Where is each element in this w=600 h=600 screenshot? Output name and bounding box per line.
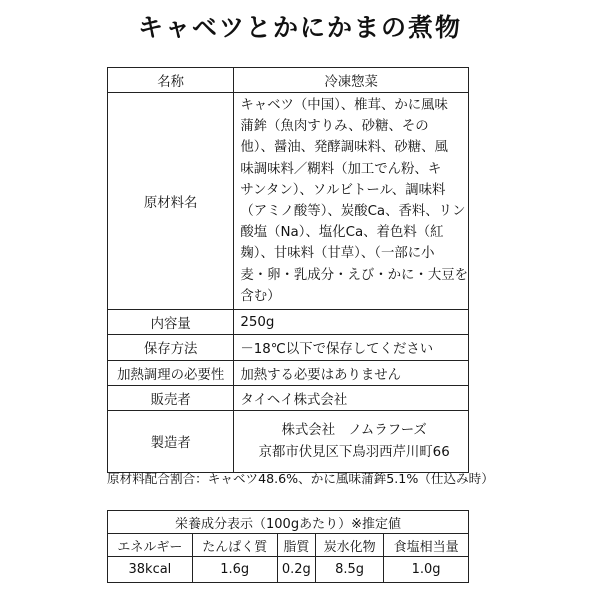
seller-label: 販売者 [108, 386, 234, 411]
ingredients-line: 麹）、甘味料（甘草）、（一部に小 [240, 246, 435, 262]
name-value: 冷凍惣菜 [234, 68, 469, 93]
nutrition-column-energy: エネルギー [108, 534, 193, 557]
heating-label: 加熱調理の必要性 [108, 361, 234, 386]
content-value: 250g [234, 310, 469, 335]
ingredients-line: 味調味料／糊料（加工でん粉、キ [240, 161, 442, 177]
heating-value: 加熱する必要はありません [234, 361, 469, 386]
ingredients-label: 原材料名 [108, 93, 234, 310]
spec-row-name [108, 68, 469, 93]
ingredients-line: サンタン）、ソルビトール、調味料 [240, 182, 446, 198]
nutrition-value-row [108, 557, 469, 583]
ingredients-line: 酸塩（Na）、塩化Ca、着色料（紅 [240, 225, 444, 241]
nutrition-value-protein: 1.6g [192, 557, 277, 583]
nutrition-value-salt: 1.0g [384, 557, 469, 583]
spec-row-storage [108, 335, 469, 361]
ingredients-line: （アミノ酸等）、炭酸Ca、香料、リン [240, 204, 466, 220]
manufacturer-address: 京都市伏見区下鳥羽西芹川町66 [258, 444, 450, 460]
nutrition-title-row [108, 511, 469, 534]
nutrition-table [107, 510, 469, 583]
name-label: 名称 [108, 68, 234, 93]
ingredients-line: 蒲鉾（魚肉すりみ、砂糖、その [240, 119, 429, 135]
nutrition-column-fat: 脂質 [277, 534, 315, 557]
ingredients-line: 含む） [240, 288, 281, 304]
spec-row-content [108, 310, 469, 335]
nutrition-value-fat: 0.2g [277, 557, 315, 583]
nutrition-column-salt: 食塩相当量 [384, 534, 469, 557]
content-label: 内容量 [108, 310, 234, 335]
manufacturer-value [234, 411, 469, 473]
nutrition-value-carbohydrate: 8.5g [316, 557, 384, 583]
product-info-table [107, 67, 469, 473]
manufacturer-name: 株式会社 ノムラフーズ [281, 422, 427, 438]
storage-value: －18℃以下で保存してください [234, 335, 469, 361]
ingredients-line: 他）、醤油、発酵調味料、砂糖、風 [240, 140, 448, 156]
spec-row-heating [108, 361, 469, 386]
nutrition-header-row [108, 534, 469, 557]
storage-label: 保存方法 [108, 335, 234, 361]
ingredient-ratio-note: 原材料配合割合：キャベツ48.6%、かに風味蒲鉾5.1%（仕込み時） [107, 471, 494, 486]
seller-value: タイヘイ株式会社 [234, 386, 469, 411]
spec-row-ingredients [108, 93, 469, 310]
ingredients-line: キャベツ（中国）、椎茸、かに風味 [240, 98, 448, 113]
nutrition-column-carbohydrate: 炭水化物 [316, 534, 384, 557]
ingredients-value [234, 93, 469, 310]
product-title: キャベツとかにかまの煮物 [137, 13, 462, 42]
spec-row-manufacturer [108, 411, 469, 473]
manufacturer-label: 製造者 [108, 411, 234, 473]
nutrition-column-protein: たんぱく質 [192, 534, 277, 557]
nutrition-title: 栄養成分表示（100gあたり）※推定値 [108, 511, 469, 534]
spec-row-seller [108, 386, 469, 411]
nutrition-value-energy: 38kcal [108, 557, 193, 583]
ingredients-line: 麦・卵・乳成分・えび・かに・大豆を [240, 267, 468, 283]
